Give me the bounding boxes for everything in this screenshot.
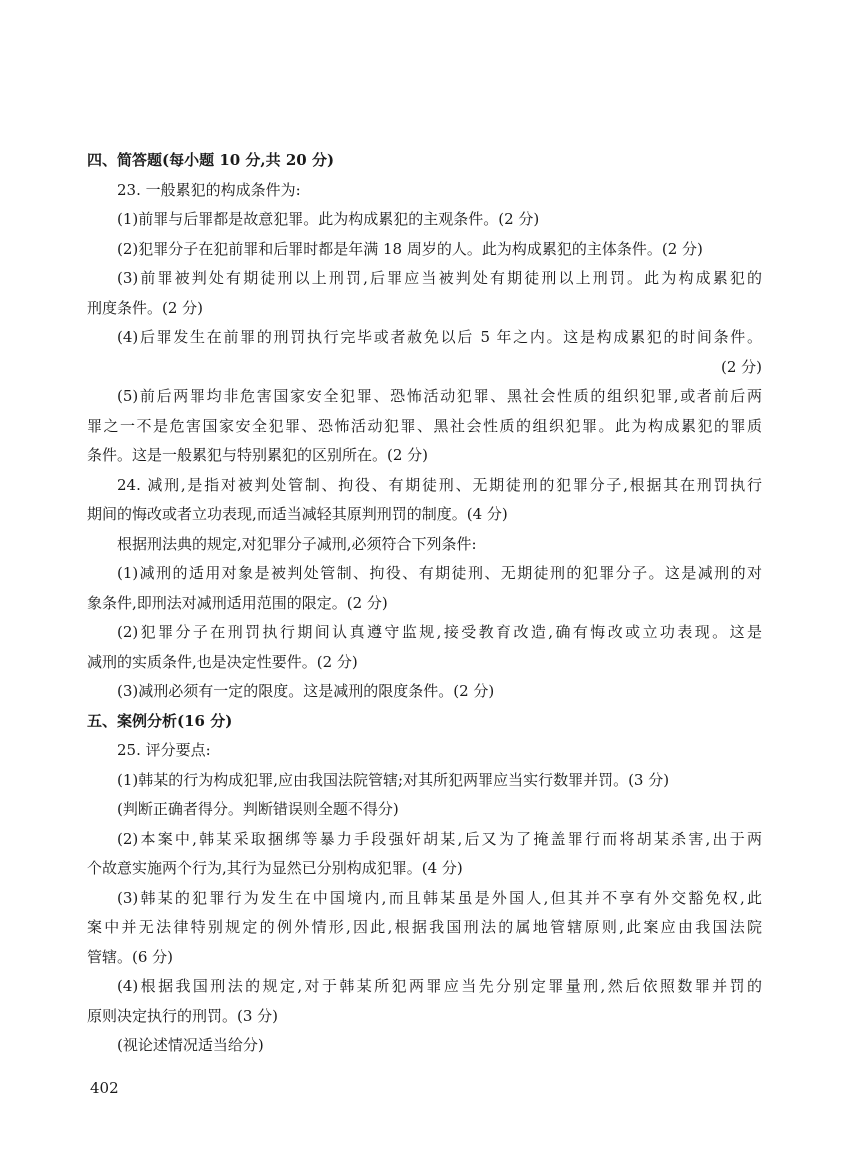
q24-point-1-line-2: 象条件,即刑法对减刑适用范围的限定。(2 分) [87,593,388,612]
q24-point-2-line-1: (2)犯罪分子在刑罚执行期间认真遵守监规,接受教育改造,确有悔改或立功表现。这是 [117,623,762,641]
question-24-line-1: 24. 减刑,是指对被判处管制、拘役、有期徒刑、无期徒刑的犯罪分子,根据其在刑罚执行 [117,475,762,494]
section-heading-case-analysis: 五、案例分析(16 分) [87,711,233,730]
q23-point-4-score: (2 分) [720,357,762,376]
q25-point-2-line-2: 个故意实施两个行为,其行为显然已分别构成犯罪。(4 分) [87,859,463,877]
section-heading-short-answer: 四、简答题(每小题 10 分,共 20 分) [87,151,335,169]
q25-note-2: (视论述情况适当给分) [117,1036,264,1054]
question-23-title: 23. 一般累犯的构成条件为: [117,180,301,199]
q23-point-5-line-1: (5)前后两罪均非危害国家安全犯罪、恐怖活动犯罪、黑社会性质的组织犯罪,或者前后两 [117,387,762,405]
question-24-line-2: 期间的悔改或者立功表现,而适当减轻其原判刑罚的制度。(4 分) [87,505,508,523]
q23-point-3-line-2: 刑度条件。(2 分) [87,298,204,317]
q23-point-5-line-3: 条件。这是一般累犯与特别累犯的区别所在。(2 分) [87,446,429,464]
q23-point-3-line-1: (3)前罪被判处有期徒刑以上刑罚,后罪应当被判处有期徒刑以上刑罚。此为构成累犯的 [117,269,762,287]
q25-point-3-line-1: (3)韩某的犯罪行为发生在中国境内,而且韩某虽是外国人,但其并不享有外交豁免权,此 [117,888,762,907]
q23-point-4-line-1: (4)后罪发生在前罪的刑罚执行完毕或者赦免以后 5 年之内。这是构成累犯的时间条件。 [117,328,762,346]
q24-point-2-line-2: 减刑的实质条件,也是决定性要件。(2 分) [87,652,358,671]
q25-point-3-line-3: 管辖。(6 分) [87,947,174,966]
page-number: 402 [90,1079,119,1097]
question-25-title: 25. 评分要点: [117,741,211,759]
q25-point-1: (1)韩某的行为构成犯罪,应由我国法院管辖;对其所犯两罪应当实行数罪并罚。(3 分) [117,770,670,789]
answer-content [87,146,762,1061]
q25-point-2-line-1: (2)本案中,韩某采取捆绑等暴力手段强奸胡某,后又为了掩盖罪行而将胡某杀害,出于两 [117,829,762,848]
q23-point-5-line-2: 罪之一不是危害国家安全犯罪、恐怖活动犯罪、黑社会性质的组织犯罪。此为构成累犯的罪质 [87,416,762,435]
q23-point-1: (1)前罪与后罪都是故意犯罪。此为构成累犯的主观条件。(2 分) [117,210,540,228]
q25-point-3-line-2: 案中并无法律特别规定的例外情形,因此,根据我国刑法的属地管辖原则,此案应由我国法院 [87,918,762,936]
q24-point-3: (3)减刑必须有一定的限度。这是减刑的限度条件。(2 分) [117,682,495,700]
q25-note-1: (判断正确者得分。判断错误则全题不得分) [117,800,399,818]
q25-point-4-line-1: (4)根据我国刑法的规定,对于韩某所犯两罪应当先分别定罪量刑,然后依照数罪并罚的 [117,977,762,995]
q25-point-4-line-2: 原则决定执行的刑罚。(3 分) [87,1006,279,1025]
q23-point-2: (2)犯罪分子在犯前罪和后罪时都是年满 18 周岁的人。此为构成累犯的主体条件。(2 分) [117,239,703,258]
q24-intro: 根据刑法典的规定,对犯罪分子减刑,必须符合下列条件: [117,534,477,553]
q24-point-1-line-1: (1)减刑的适用对象是被判处管制、拘役、有期徒刑、无期徒刑的犯罪分子。这是减刑的对 [117,564,762,582]
